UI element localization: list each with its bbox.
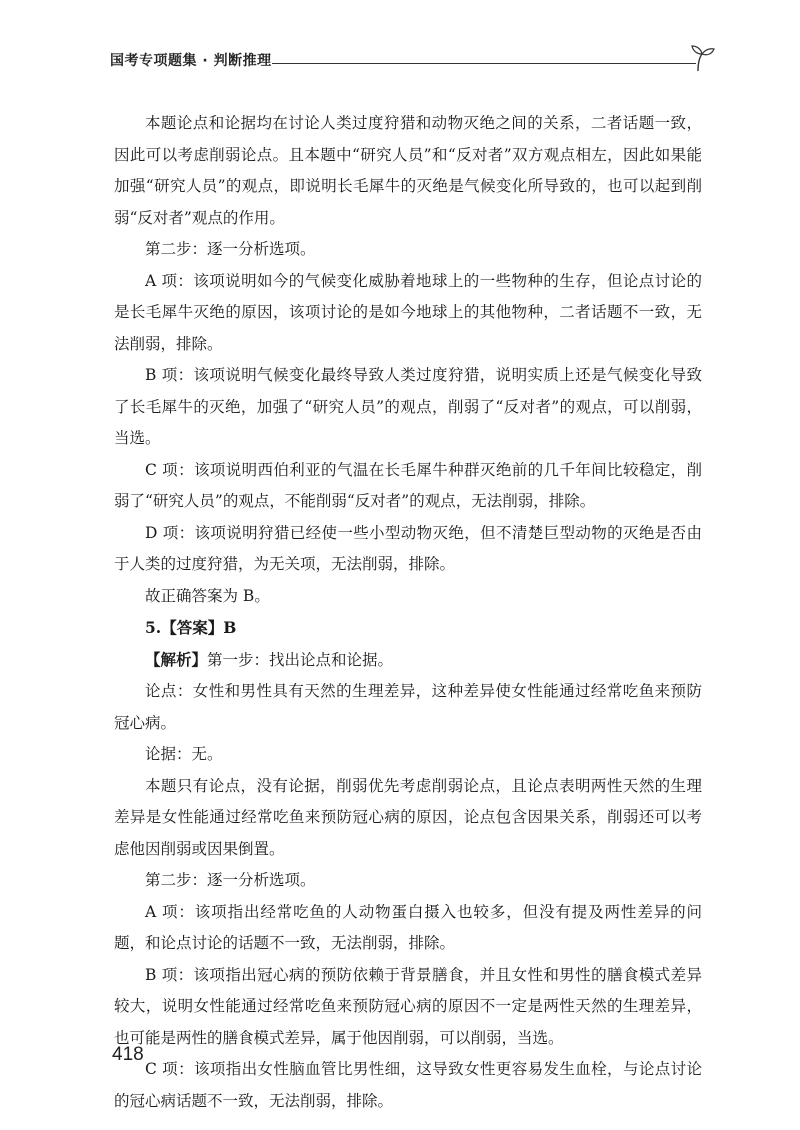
answer-bracket-close: 】 bbox=[207, 618, 224, 637]
page-number: 418 bbox=[112, 1044, 144, 1065]
answer-line bbox=[114, 612, 702, 644]
question-number: 5. bbox=[145, 618, 162, 637]
header-rule bbox=[272, 63, 696, 64]
answer-label: 答案 bbox=[176, 618, 208, 637]
conclusion: 故正确答案为 B。 bbox=[145, 586, 270, 605]
thesis-paragraph: 论点：女性和男性具有天然的生理差异，这种差异使女性能通过经常吃鱼来预防冠心病。 bbox=[114, 682, 702, 732]
answer-value: B bbox=[223, 618, 237, 637]
option-d-analysis: D 项：该项说明狩猎已经使一些小型动物灭绝，但不清楚巨型动物的灭绝是否由于人类的过度狩猎，为无关项，无法削弱，排除。 bbox=[114, 523, 702, 573]
option-b-analysis: B 项：该项说明气候变化最终导致人类过度狩猎，说明实质上还是气候变化导致了长毛犀牛的灭绝，加强了“研究人员”的观点，削弱了“反对者”的观点，可以削弱，当选。 bbox=[114, 366, 702, 447]
sprout-icon bbox=[688, 44, 716, 72]
analysis-text: 第一步：找出论点和论据。 bbox=[207, 650, 394, 669]
analysis-line bbox=[114, 644, 702, 677]
analysis-bracket-open: 【 bbox=[145, 649, 161, 669]
option-c-analysis: C 项：该项指出女性脑血管比男性细，这导致女性更容易发生血栓，与论点讨论的冠心病话题不一致，无法削弱，排除。 bbox=[114, 1060, 702, 1110]
option-a-analysis: A 项：该项指出经常吃鱼的人动物蛋白摄入也较多，但没有提及两性差异的问题，和论点讨论的话题不一致，无法削弱，排除。 bbox=[114, 902, 702, 952]
analysis-bracket-close: 】 bbox=[191, 649, 208, 669]
body-paragraph: 本题论点和论据均在讨论人类过度狩猎和动物灭绝之间的关系，二者话题一致，因此可以考虑削弱论点。且本题中“研究人员”和“反对者”双方观点相左，因此如果能加强“研究人员”的观点，即说明长毛犀牛的灭绝是气候变化所导致的，也可以起到削弱“反对者”观点的作用。 bbox=[114, 114, 702, 227]
option-a-analysis: A 项：该项说明如今的气候变化威胁着地球上的一些物种的生存，但论点讨论的是长毛犀牛灭绝的原因，该项讨论的是如今地球上的其他物种，二者话题不一致，无法削弱，排除。 bbox=[114, 271, 702, 353]
evidence-paragraph: 论据：无。 bbox=[145, 745, 223, 763]
running-header bbox=[110, 44, 710, 74]
analysis-label: 解析 bbox=[160, 649, 192, 669]
body-paragraph: 本题只有论点，没有论据，削弱优先考虑削弱论点，且论点表明两性天然的生理差异是女性能通过经常吃鱼来预防冠心病的原因，论点包含因果关系，削弱还可以考虑他因削弱或因果倒置。 bbox=[114, 776, 702, 858]
body-paragraph: 第二步：逐一分析选项。 bbox=[145, 240, 316, 258]
body-paragraph: 第二步：逐一分析选项。 bbox=[145, 871, 316, 889]
running-header-title: 国考专项题集 · 判断推理 bbox=[110, 53, 272, 69]
option-c-analysis: C 项：该项说明西伯利亚的气温在长毛犀牛种群灭绝前的几千年间比较稳定，削弱了“研究人员”的观点，不能削弱“反对者”的观点，无法削弱，排除。 bbox=[114, 460, 702, 510]
answer-bracket-open: 【 bbox=[161, 618, 177, 637]
option-b-analysis: B 项：该项指出冠心病的预防依赖于背景膳食，并且女性和男性的膳食模式差异较大，说明女性能通过经常吃鱼来预防冠心病的原因不一定是两性天然的生理差异，也可能是两性的膳食模式差异，属于他因削弱，可以削弱，当选。 bbox=[114, 965, 702, 1047]
page-body bbox=[114, 108, 702, 1117]
